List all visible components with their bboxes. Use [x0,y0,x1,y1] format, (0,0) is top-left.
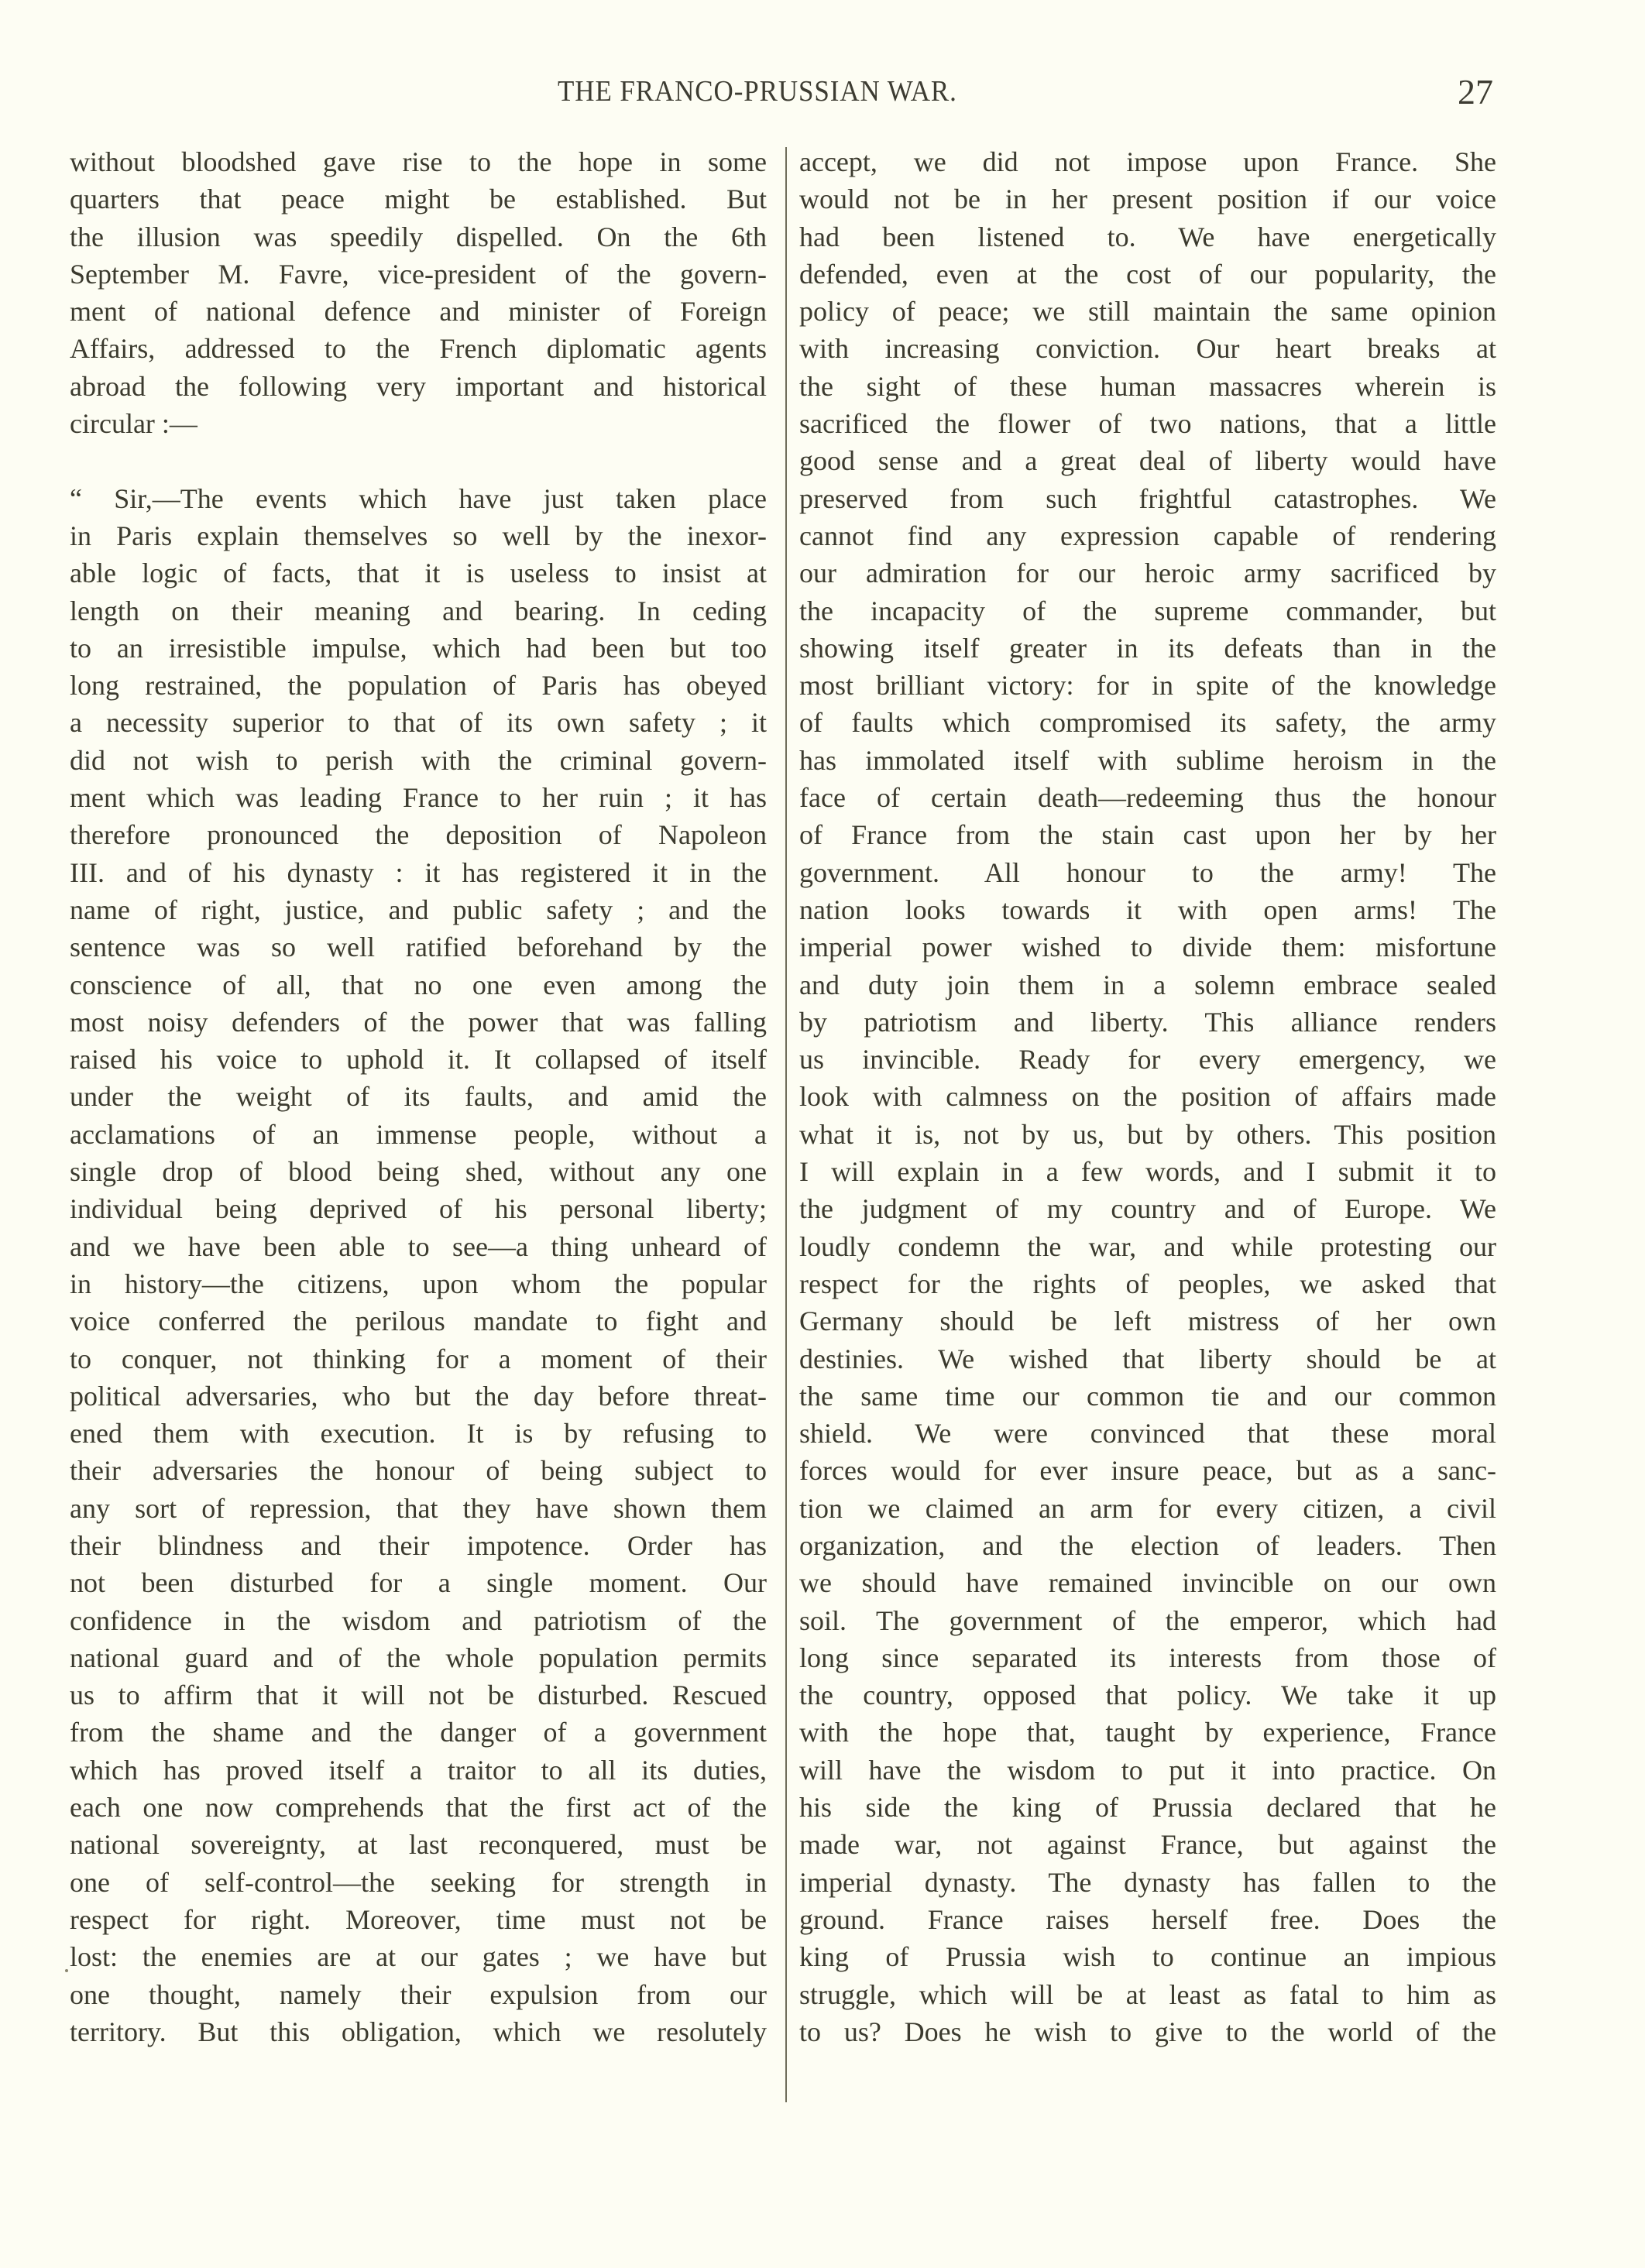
text-line: individual being deprived of his personal liberty; [70,1193,767,1225]
text-line: of France from the stain cast upon her by her [799,819,1496,851]
text-line: Germany should be left mistress of her own [799,1306,1496,1337]
text-line: we should have remained invincible on our own [799,1567,1496,1599]
running-title: THE FRANCO-PRUSSIAN WAR. [558,75,957,108]
text-line: their adversaries the honour of being subject to [70,1455,767,1487]
text-line: government. All honour to the army! The [799,856,1496,888]
text-line: the country, opposed that policy. We take it up [799,1680,1496,1711]
text-line: any sort of repression, that they have shown them [70,1492,767,1524]
text-line: struggle, which will be at least as fatal to him as [799,1978,1496,2010]
text-line: raised his voice to uphold it. It collapsed of itself [70,1044,767,1076]
text-line: of faults which compromised its safety, the army [799,707,1496,739]
text-line: respect for right. Moreover, time must not be [70,1903,767,1935]
text-line: sentence was so well ratified beforehand by the [70,932,767,963]
text-line: ment which was leading France to her ruin ; it has [70,782,767,814]
text-line: their blindness and their impotence. Order has [70,1529,767,1561]
page-header [0,71,1645,118]
blank-line [70,442,767,479]
text-line: abroad the following very important and historical [70,370,767,402]
text-line: III. and of his dynasty : it has registered it in the [70,856,767,888]
text-line: with the hope that, taught by experience, France [799,1717,1496,1748]
text-line: shield. We were convinced that these moral [799,1418,1496,1450]
text-line: September M. Favre, vice-president of the govern- [70,258,767,290]
text-line: the incapacity of the supreme commander, but [799,595,1496,626]
text-line: tion we claimed an arm for every citizen, a civil [799,1492,1496,1524]
text-line: therefore pronounced the deposition of Napoleon [70,819,767,851]
text-line: the illusion was speedily dispelled. On the 6th [70,221,767,252]
text-line: cannot find any expression capable of rendering [799,520,1496,551]
column-divider [785,147,787,2102]
text-line: one of self-control—the seeking for strength in [70,1866,767,1898]
page-number: 27 [1458,72,1493,112]
text-line: king of Prussia wish to continue an impious [799,1941,1496,1973]
text-line: without bloodshed gave rise to the hope in some [70,146,767,177]
text-line: will have the wisdom to put it into practice. On [799,1754,1496,1786]
text-line: acclamations of an immense people, without a [70,1118,767,1150]
right-column [799,143,1496,2050]
text-line: long since separated its interests from those of [799,1642,1496,1673]
text-line: face of certain death—redeeming thus the honour [799,782,1496,814]
text-line: quarters that peace might be established. But [70,184,767,215]
text-line: single drop of blood being shed, without any one [70,1156,767,1188]
text-line: from the shame and the danger of a government [70,1717,767,1748]
text-line: ment of national defence and minister of Foreign [70,296,767,328]
text-line: in Paris explain themselves so well by the inexor- [70,520,767,551]
text-line: Affairs, addressed to the French diplomatic agents [70,333,767,365]
left-column [70,143,767,2050]
text-line: organization, and the election of leaders. Then [799,1529,1496,1561]
text-line: with increasing conviction. Our heart breaks at [799,333,1496,365]
text-line: circular :— [70,408,197,440]
text-line: national guard and of the whole population permits [70,1642,767,1673]
text-line: long restrained, the population of Paris has obeyed [70,670,767,702]
text-line: which has proved itself a traitor to all its duties, [70,1754,767,1786]
text-line: and we have been able to see—a thing unheard of [70,1230,767,1262]
text-line: would not be in her present position if our voice [799,184,1496,215]
text-line: conscience of all, that no one even among the [70,969,767,1000]
text-line: the sight of these human massacres wherein is [799,370,1496,402]
text-line: soil. The government of the emperor, which had [799,1604,1496,1636]
text-line: loudly condemn the war, and while protesting our [799,1230,1496,1262]
text-line: one thought, namely their expulsion from our [70,1978,767,2010]
text-line: policy of peace; we still maintain the same opinion [799,296,1496,328]
text-line: each one now comprehends that the first act of the [70,1792,767,1824]
text-line: by patriotism and liberty. This alliance renders [799,1006,1496,1038]
text-line: defended, even at the cost of our popularity, the [799,258,1496,290]
text-line: our admiration for our heroic army sacrificed by [799,558,1496,589]
text-line: imperial power wished to divide them: misfortune [799,932,1496,963]
text-line: to conquer, not thinking for a moment of their [70,1343,767,1374]
text-line: imperial dynasty. The dynasty has fallen to the [799,1866,1496,1898]
text-line: respect for the rights of peoples, we asked that [799,1268,1496,1299]
text-line: in history—the citizens, upon whom the popular [70,1268,767,1299]
text-line: had been listened to. We have energetically [799,221,1496,252]
text-line: to us? Does he wish to give to the world of the [799,2016,1496,2047]
text-line: able logic of facts, that it is useless to insist at [70,558,767,589]
text-line: not been disturbed for a single moment. Our [70,1567,767,1599]
stray-ink-mark [65,1969,68,1972]
text-line: voice conferred the perilous mandate to fight and [70,1306,767,1337]
text-line: nation looks towards it with open arms! The [799,894,1496,925]
text-line: I will explain in a few words, and I submit it to [799,1156,1496,1188]
text-line: political adversaries, who but the day before threat- [70,1380,767,1412]
text-line: to an irresistible impulse, which had been but too [70,632,767,664]
text-line: “ Sir,—The events which have just taken place [70,482,767,514]
text-line: lost: the enemies are at our gates ; we have but [70,1941,767,1973]
text-line: did not wish to perish with the criminal govern- [70,744,767,776]
text-line: and duty join them in a solemn embrace sealed [799,969,1496,1000]
text-line: forces would for ever insure peace, but as a sanc- [799,1455,1496,1487]
text-line: national sovereignty, at last reconquered, must be [70,1829,767,1861]
text-line: under the weight of its faults, and amid the [70,1081,767,1113]
text-line: sacrificed the flower of two nations, that a little [799,408,1496,440]
text-line: ened them with execution. It is by refusing to [70,1418,767,1450]
text-line: has immolated itself with sublime heroism in the [799,744,1496,776]
text-line: accept, we did not impose upon France. She [799,146,1496,177]
text-line: the same time our common tie and our common [799,1380,1496,1412]
text-line: what it is, not by us, but by others. This position [799,1118,1496,1150]
text-line: preserved from such frightful catastrophes. We [799,482,1496,514]
text-line: look with calmness on the position of affairs made [799,1081,1496,1113]
text-line: the judgment of my country and of Europe. We [799,1193,1496,1225]
text-line: length on their meaning and bearing. In ceding [70,595,767,626]
text-line: most brilliant victory: for in spite of the knowledge [799,670,1496,702]
text-line: us to affirm that it will not be disturbed. Rescued [70,1680,767,1711]
text-line: us invincible. Ready for every emergency, we [799,1044,1496,1076]
text-line: a necessity superior to that of its own safety ; it [70,707,767,739]
text-line: good sense and a great deal of liberty would have [799,445,1496,477]
text-line: destinies. We wished that liberty should be at [799,1343,1496,1374]
text-line: ground. France raises herself free. Does the [799,1903,1496,1935]
text-line: confidence in the wisdom and patriotism of the [70,1604,767,1636]
text-line: name of right, justice, and public safety ; and the [70,894,767,925]
text-line: his side the king of Prussia declared that he [799,1792,1496,1824]
text-line: made war, not against France, but against the [799,1829,1496,1861]
text-line: showing itself greater in its defeats than in the [799,632,1496,664]
text-line: most noisy defenders of the power that was falling [70,1006,767,1038]
text-line: territory. But this obligation, which we resolutely [70,2016,767,2047]
